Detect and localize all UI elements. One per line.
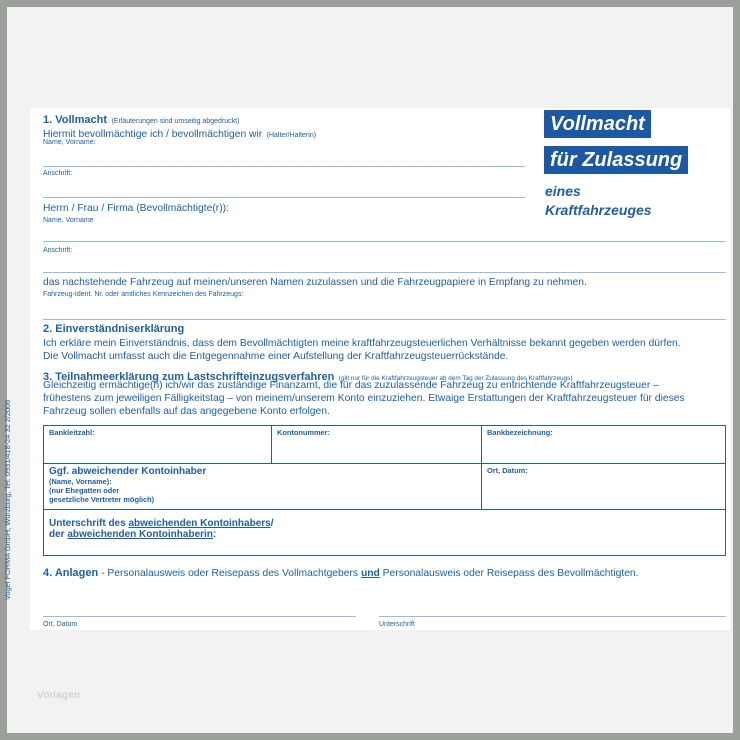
vehicle-label: Fahrzeug-Ident. Nr. oder amtliches Kennzeichen des Fahrzeugs: bbox=[43, 291, 244, 298]
section4-heading: 4. Anlagen bbox=[43, 567, 99, 579]
agent-text: Herrn / Frau / Firma (Bevollmächtigte(r)): bbox=[43, 203, 229, 214]
signature-suffix2: : bbox=[212, 529, 217, 540]
signature-holder-m: abweichenden Kontoinhabers bbox=[128, 518, 271, 529]
signature-prefix1: Unterschrift des bbox=[49, 518, 129, 529]
holder-cell[interactable] bbox=[44, 464, 482, 510]
holder-title: Ggf. abweichender Kontoinhaber bbox=[49, 466, 207, 477]
section3-line3: Fahrzeug sollen ebenfalls auf das angegebene Konto erfolgen. bbox=[43, 406, 330, 417]
section4-text-a: - Personalausweis oder Reisepass des Vollmachtgebers bbox=[98, 568, 361, 579]
blz-label: Bankleitzahl: bbox=[49, 428, 95, 437]
title-vollmacht: Vollmacht bbox=[544, 110, 651, 138]
agent-name-label: Name, Vorname bbox=[43, 217, 94, 224]
title-zulassung: für Zulassung bbox=[544, 146, 688, 174]
section3-line2: frühestens zum jeweiligen Fälligkeitstag – von meinem/unserem Konto einzuziehen. Etwaige Erstattungen der Kraftfahrzeugsteuer für dieses bbox=[43, 393, 685, 404]
section1-note: (Erläuterungen sind umseitig abgedruckt) bbox=[111, 118, 240, 125]
section4-und: und bbox=[360, 568, 380, 579]
section3-line1: Gleichzeitig ermächtige(n) ich/wir das zuständige Finanzamt, die für das zuzulassende Fahrzeug zu entrichtende Kraftfahrzeugsteuer – bbox=[43, 380, 659, 391]
footer-signature-label: Unterschrift bbox=[379, 621, 415, 628]
place-date-cell[interactable] bbox=[482, 464, 726, 510]
title-kraftfahrzeuges: Kraftfahrzeuges bbox=[545, 202, 652, 218]
section2-line1: Ich erkläre mein Einverständnis, dass dem Bevollmächtigten meine kraftfahrzeugsteuerlichen Verhältnisse bekannt gegeben werden dürfen. bbox=[43, 338, 681, 349]
account-label: Kontonummer: bbox=[277, 428, 330, 437]
account-cell[interactable] bbox=[272, 426, 482, 464]
section1-title: 1. Vollmacht bbox=[43, 114, 107, 126]
signature-holder-f: abweichenden Kontoinhaberin bbox=[67, 529, 213, 540]
signature-line1 bbox=[49, 518, 720, 529]
publisher-side-text: Vogel FORMA GmbH, Würzburg, Tel. 0931/418-24 32 2/2006 bbox=[3, 399, 12, 600]
footer-place-date-label: Ort, Datum bbox=[43, 621, 78, 628]
section3-heading: 3. Teilnahmeerklärung zum Lastschrifteinzugsverfahren bbox=[43, 371, 335, 383]
bank-table bbox=[43, 425, 726, 556]
vehicle-field[interactable] bbox=[43, 319, 726, 320]
agent-address-label: Anschrift: bbox=[43, 247, 73, 254]
bank-name-cell[interactable] bbox=[482, 426, 726, 464]
grant-note: (Halter/Halterin) bbox=[266, 132, 317, 139]
name-field[interactable] bbox=[43, 166, 525, 167]
place-date-label: Ort, Datum: bbox=[487, 466, 528, 475]
section2-line2: Die Vollmacht umfasst auch die Entgegennahme einer Aufstellung der Kraftfahrzeugsteuerrückstände. bbox=[43, 351, 509, 362]
form-sheet bbox=[30, 108, 730, 630]
section4-text-b: Personalausweis oder Reisepass des Bevollmächtigten. bbox=[379, 568, 639, 579]
holder-sub3: gesetzliche Vertreter möglich) bbox=[49, 495, 155, 504]
name-label: Name, Vorname: bbox=[43, 139, 96, 146]
footer-place-date-field[interactable] bbox=[43, 616, 356, 617]
address-label: Anschrift: bbox=[43, 170, 73, 177]
blz-cell[interactable] bbox=[44, 426, 272, 464]
signature-prefix2: der bbox=[49, 529, 68, 540]
footer-signature-field[interactable] bbox=[379, 616, 726, 617]
title-eines: eines bbox=[545, 183, 581, 199]
address-field[interactable] bbox=[43, 197, 525, 198]
section2-heading: 2. Einverständniserklärung bbox=[43, 323, 185, 335]
signature-cell[interactable] bbox=[44, 510, 726, 556]
signature-suffix1: / bbox=[270, 518, 274, 529]
section3-note: (gilt nur für die Kraftfahrzeugsteuer ab dem Tag der Zulassung des Kraftfahrzeugs) bbox=[338, 375, 573, 382]
holder-sub2: (nur Ehegatten oder bbox=[49, 486, 120, 495]
holder-sub1: (Name, Vorname): bbox=[49, 477, 112, 486]
watermark: Vorlagen bbox=[37, 690, 81, 701]
signature-line2 bbox=[49, 529, 720, 540]
grant-text: Hiermit bevollmächtige ich / bevollmächtigen wir bbox=[43, 129, 263, 140]
bank-name-label: Bankbezeichnung: bbox=[487, 428, 553, 437]
section4-row bbox=[43, 563, 639, 581]
agent-name-field[interactable] bbox=[43, 241, 726, 242]
statement-text: das nachstehende Fahrzeug auf meinen/unseren Namen zuzulassen und die Fahrzeugpapiere in Empfang zu nehmen. bbox=[43, 277, 587, 288]
agent-address-field[interactable] bbox=[43, 272, 726, 273]
